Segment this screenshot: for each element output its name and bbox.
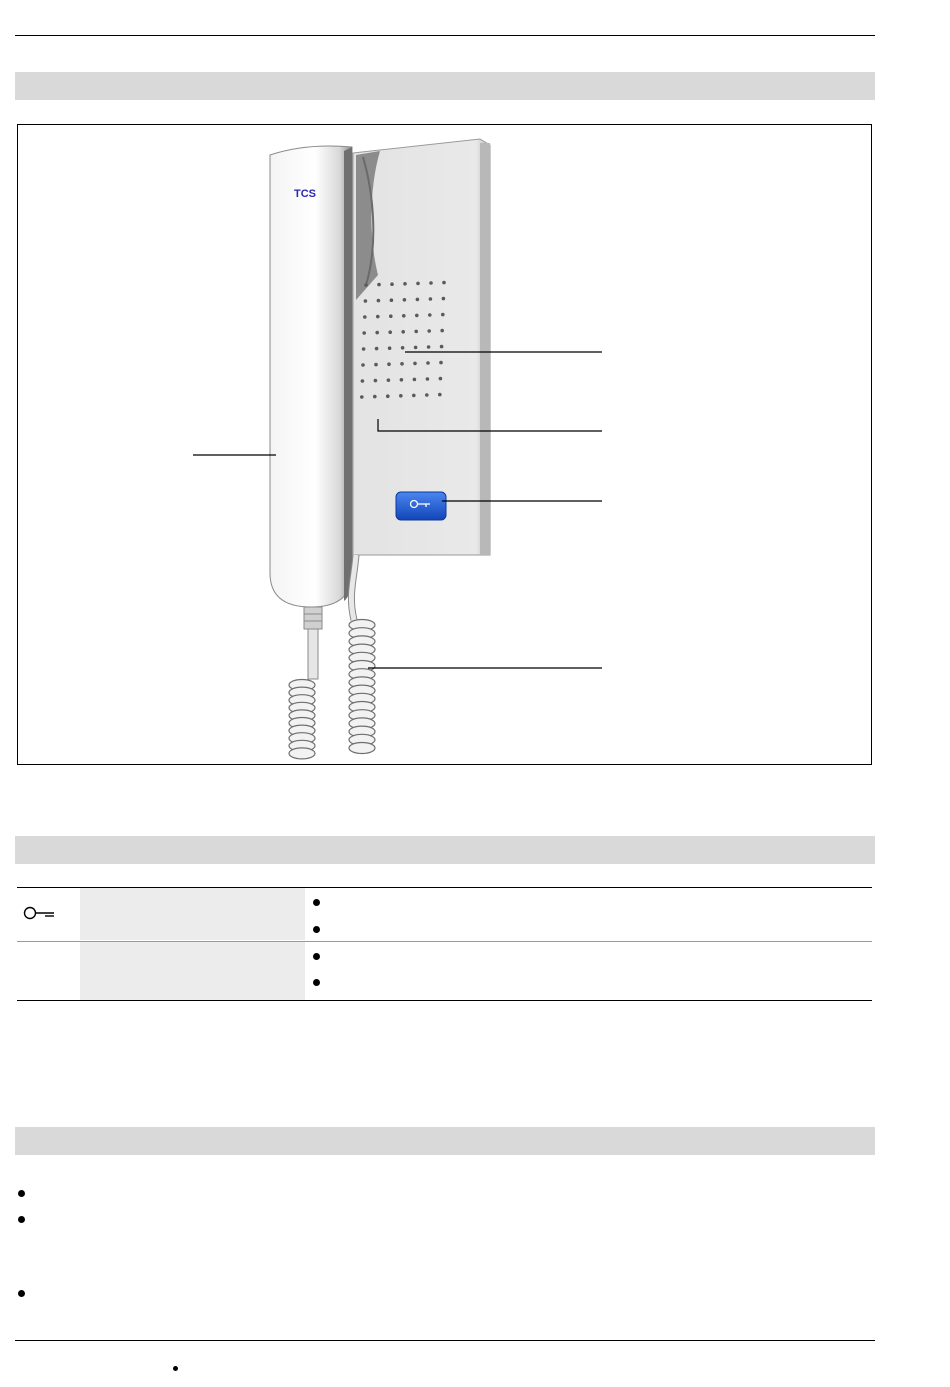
grille-hole — [390, 282, 394, 286]
grille-hole — [375, 331, 379, 335]
header-rule — [15, 35, 875, 36]
grille-hole — [441, 313, 445, 317]
cord-loop — [289, 748, 315, 759]
function-table — [17, 887, 872, 1001]
table-label-cell — [80, 942, 305, 1000]
grille-hole — [427, 329, 431, 333]
grille-hole — [440, 329, 444, 333]
grille-hole — [377, 299, 381, 303]
brand-logo: TCS — [294, 188, 316, 200]
grille-hole — [442, 281, 446, 285]
grille-hole — [364, 283, 368, 287]
bullet — [313, 979, 320, 986]
table-label-cell — [80, 888, 305, 940]
grille-hole — [426, 377, 430, 381]
grille-hole — [364, 299, 368, 303]
grille-hole — [376, 315, 380, 319]
door-release-button[interactable] — [396, 492, 446, 520]
grille-hole — [414, 330, 418, 334]
grille-hole — [429, 281, 433, 285]
section-heading-band — [15, 1127, 875, 1155]
bullet — [313, 899, 320, 906]
grille-hole — [373, 395, 377, 399]
grille-hole — [401, 346, 405, 350]
footer-separator-dot — [173, 1366, 178, 1371]
bullet — [18, 1190, 25, 1197]
grille-hole — [387, 362, 391, 366]
grille-hole — [374, 363, 378, 367]
grille-hole — [439, 377, 443, 381]
handset[interactable] — [270, 146, 352, 607]
section-heading-band — [15, 836, 875, 864]
grille-hole — [425, 393, 429, 397]
grille-hole — [416, 282, 420, 286]
key-icon — [21, 905, 57, 921]
grille-hole — [387, 378, 391, 382]
grille-hole — [390, 298, 394, 302]
grille-hole — [403, 298, 407, 302]
grille-hole — [429, 297, 433, 301]
grille-hole — [361, 363, 365, 367]
coiled-cord — [289, 620, 375, 759]
grille-hole — [362, 347, 366, 351]
bullet — [18, 1290, 25, 1297]
grille-hole — [399, 394, 403, 398]
grille-hole — [360, 395, 364, 399]
grille-hole — [403, 282, 407, 286]
grille-hole — [428, 313, 432, 317]
bullet — [313, 953, 320, 960]
grille-hole — [386, 394, 390, 398]
grille-hole — [414, 346, 418, 350]
grille-hole — [413, 378, 417, 382]
intercom-illustration — [18, 125, 873, 766]
grille-hole — [362, 331, 366, 335]
table-top-rule — [17, 887, 872, 888]
grille-hole — [402, 314, 406, 318]
cord-loop — [349, 743, 375, 754]
grille-hole — [412, 394, 416, 398]
grille-hole — [413, 362, 417, 366]
grille-hole — [427, 345, 431, 349]
grille-hole — [401, 330, 405, 334]
grille-hole — [400, 362, 404, 366]
handset-cord-strain-relief — [304, 607, 322, 679]
grille-hole — [363, 315, 367, 319]
bullet — [313, 926, 320, 933]
grille-hole — [400, 378, 404, 382]
grille-hole — [442, 297, 446, 301]
grille-hole — [377, 283, 381, 287]
grille-hole — [361, 379, 365, 383]
grille-hole — [438, 393, 442, 397]
section-heading-band — [15, 72, 875, 100]
table-row-divider — [17, 941, 872, 942]
grille-hole — [388, 330, 392, 334]
grille-hole — [389, 314, 393, 318]
table-bottom-rule — [17, 1000, 872, 1001]
grille-hole — [415, 314, 419, 318]
bullet — [18, 1216, 25, 1223]
footer-rule — [15, 1340, 875, 1341]
grille-hole — [440, 345, 444, 349]
grille-hole — [374, 379, 378, 383]
grille-hole — [416, 298, 420, 302]
grille-hole — [439, 361, 443, 365]
grille-hole — [388, 346, 392, 350]
device-figure — [17, 124, 872, 765]
grille-hole — [375, 347, 379, 351]
grille-hole — [426, 361, 430, 365]
